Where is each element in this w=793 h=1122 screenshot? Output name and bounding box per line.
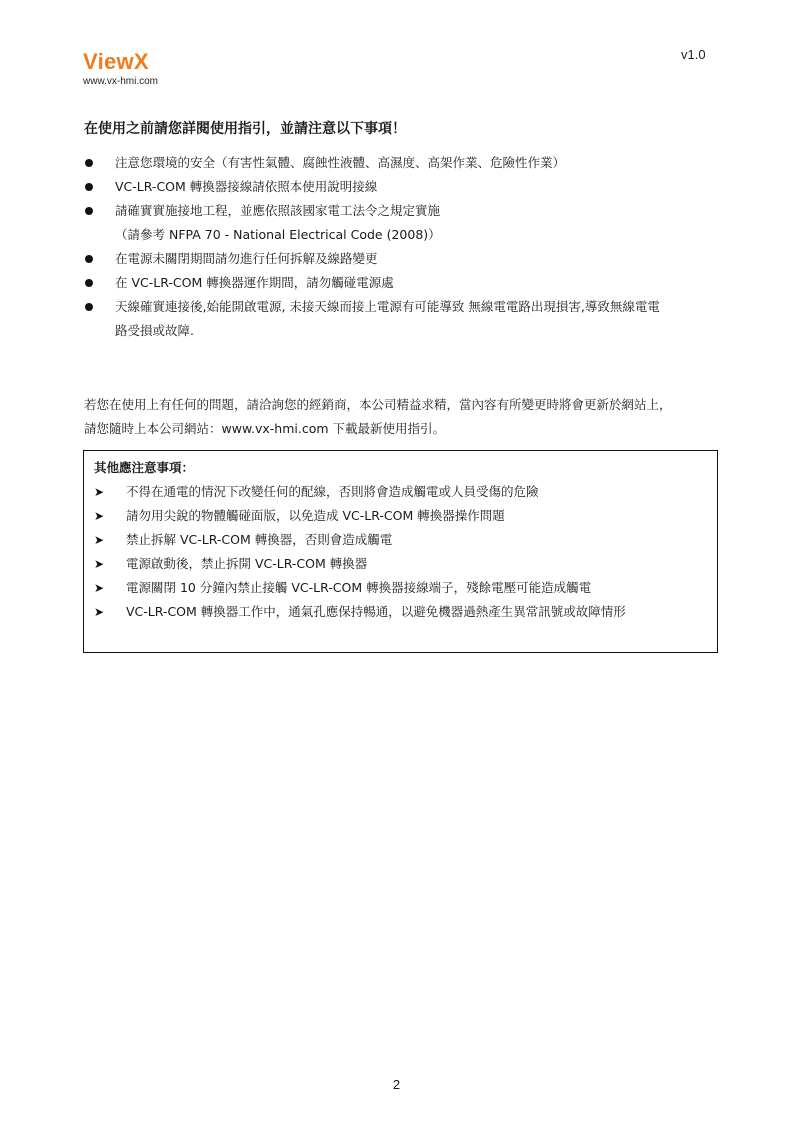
bullet-dot-icon bbox=[85, 207, 93, 215]
brand-logo: ViewX bbox=[83, 49, 149, 74]
list-item bbox=[94, 504, 626, 528]
arrowhead-bullet-icon: ➤ bbox=[94, 509, 105, 523]
website-url: www.vx-hmi.com bbox=[83, 76, 159, 87]
support-paragraph bbox=[84, 393, 724, 441]
safety-bullet-list bbox=[84, 151, 724, 343]
list-item-text-continued: （請參考 NFPA 70 - National Electrical Code (2008)） bbox=[115, 227, 441, 242]
list-item bbox=[94, 600, 626, 624]
notice-box bbox=[83, 450, 718, 653]
list-item-text: VC-LR-COM 轉換器工作中，通氣孔應保持暢通，以避免機器過熱產生異常訊號或故障情形 bbox=[126, 604, 626, 619]
document-version: v1.0 bbox=[681, 47, 706, 62]
list-item bbox=[84, 271, 724, 295]
list-item-text: 電源啟動後，禁止拆開 VC-LR-COM 轉換器 bbox=[126, 556, 368, 571]
arrowhead-bullet-icon: ➤ bbox=[94, 605, 105, 619]
list-item-text: 請確實實施接地工程，並應依照該國家電工法令之規定實施 bbox=[115, 203, 441, 218]
list-item-text: 電源關閉 10 分鐘內禁止接觸 VC-LR-COM 轉換器接線端子，殘餘電壓可能造成觸電 bbox=[126, 580, 592, 595]
list-item bbox=[94, 552, 626, 576]
arrowhead-bullet-icon: ➤ bbox=[94, 533, 105, 547]
list-item-text: 在電源未關閉期間請勿進行任何拆解及線路變更 bbox=[115, 251, 378, 266]
list-item-text: 天線確實連接後,始能開啟電源, 未接天線而接上電源有可能導致 無線電電路出現損害,導致無線電電 bbox=[115, 299, 660, 314]
page-number: 2 bbox=[392, 1077, 401, 1092]
bullet-dot-icon bbox=[85, 255, 93, 263]
list-item-text-continued: 路受損或故障. bbox=[115, 323, 194, 338]
arrowhead-bullet-icon: ➤ bbox=[94, 581, 105, 595]
list-item-text: 禁止拆解 VC-LR-COM 轉換器，否則會造成觸電 bbox=[126, 532, 393, 547]
list-item-text: VC-LR-COM 轉換器接線請依照本使用說明接線 bbox=[115, 179, 378, 194]
list-item-text: 請勿用尖銳的物體觸碰面版，以免造成 VC-LR-COM 轉換器操作問題 bbox=[126, 508, 505, 523]
list-item bbox=[84, 247, 724, 271]
page-heading: 在使用之前請您詳閱使用指引，並請注意以下事項！ bbox=[84, 121, 406, 137]
bullet-dot-icon bbox=[85, 183, 93, 191]
list-item-text: 注意您環境的安全（有害性氣體、腐蝕性液體、高濕度、高架作業、危險性作業） bbox=[115, 155, 566, 170]
notice-list bbox=[94, 480, 626, 624]
bullet-dot-icon bbox=[85, 279, 93, 287]
bullet-dot-icon bbox=[85, 303, 93, 311]
list-item bbox=[84, 175, 724, 199]
list-item bbox=[84, 199, 724, 247]
paragraph-line: 請您隨時上本公司網站：www.vx-hmi.com 下載最新使用指引。 bbox=[84, 421, 446, 436]
list-item-text: 不得在通電的情況下改變任何的配線，否則將會造成觸電或人員受傷的危險 bbox=[126, 484, 539, 499]
list-item-text: 在 VC-LR-COM 轉換器運作期間，請勿觸碰電源處 bbox=[115, 275, 394, 290]
list-item bbox=[94, 528, 626, 552]
list-item bbox=[94, 576, 626, 600]
list-item bbox=[94, 480, 626, 504]
arrowhead-bullet-icon: ➤ bbox=[94, 485, 105, 499]
arrowhead-bullet-icon: ➤ bbox=[94, 557, 105, 571]
bullet-dot-icon bbox=[85, 159, 93, 167]
list-item bbox=[84, 151, 724, 175]
notice-title: 其他應注意事項： bbox=[94, 460, 195, 475]
paragraph-line: 若您在使用上有任何的問題，請洽詢您的經銷商，本公司精益求精，當內容有所變更時將會更新於網站上， bbox=[84, 397, 672, 412]
list-item bbox=[84, 295, 724, 343]
